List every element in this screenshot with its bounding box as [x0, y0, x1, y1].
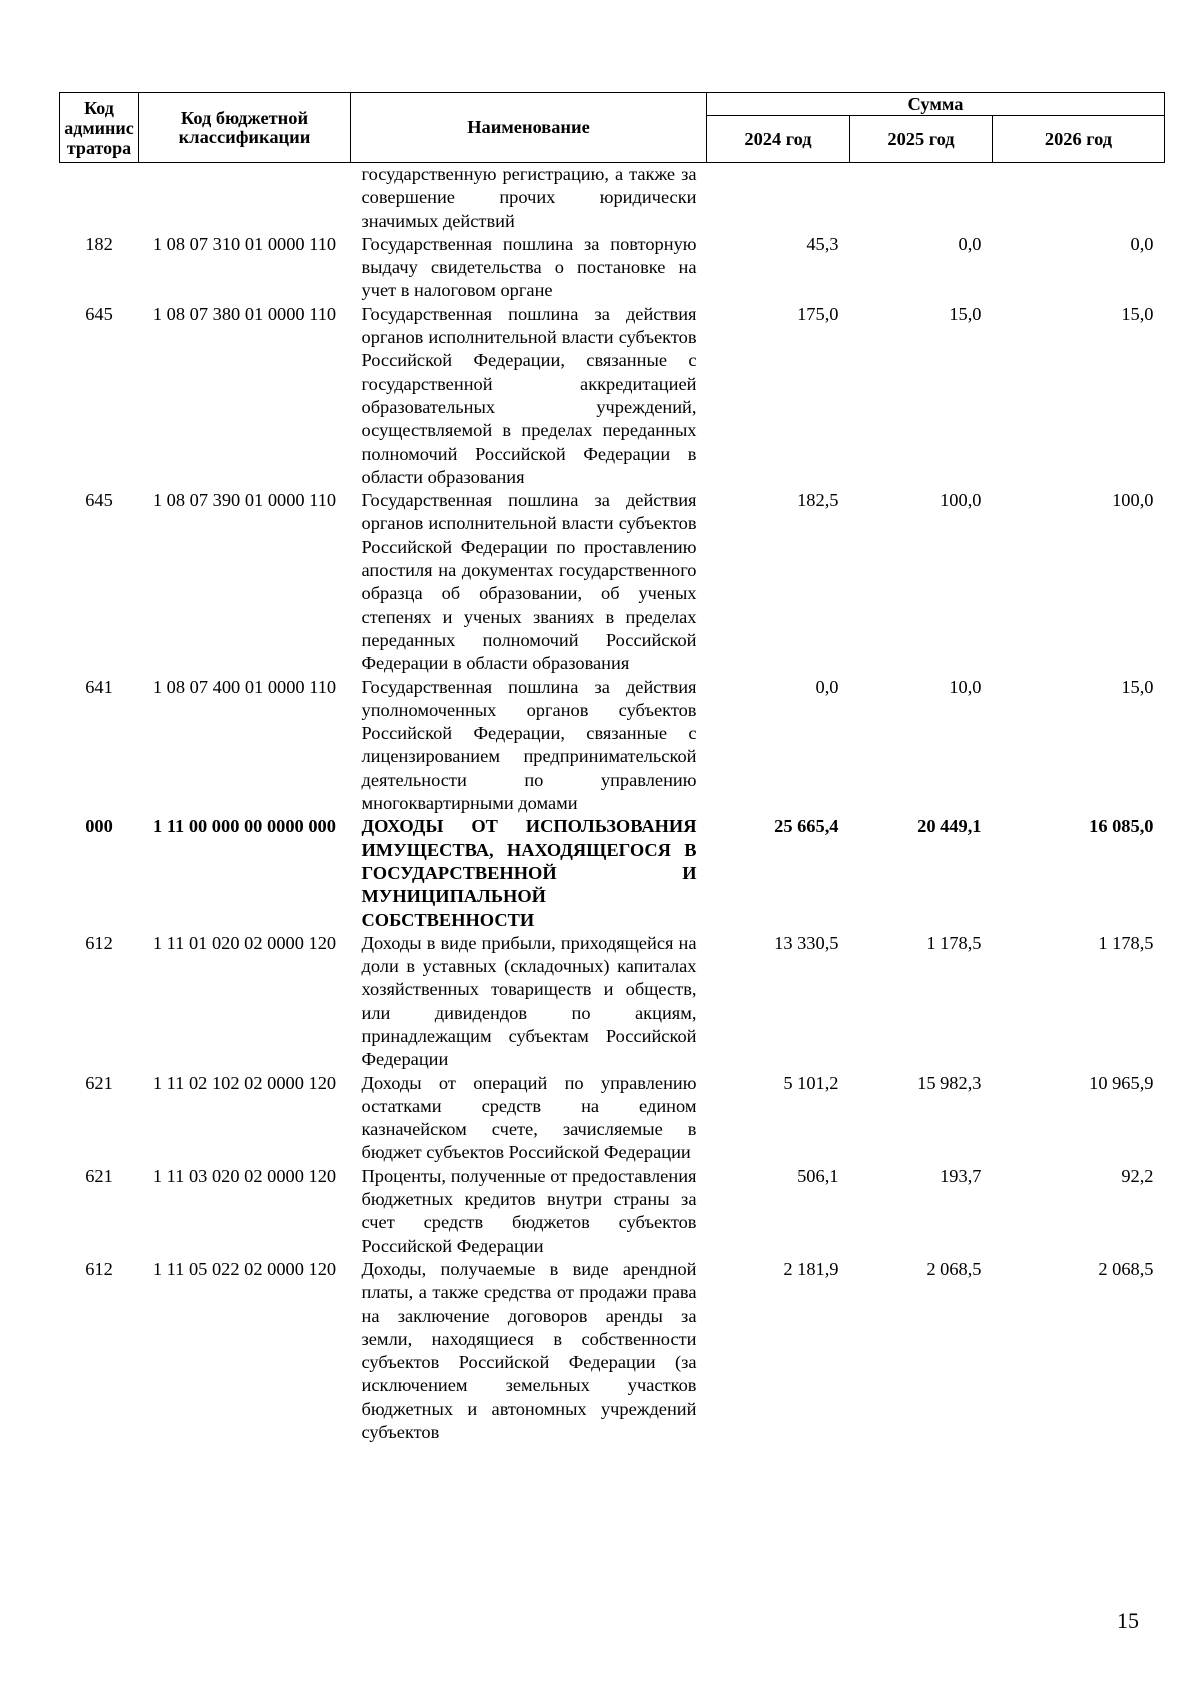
name-cell: Государственная пошлина за повторную выдачу свидетельства о постановке на учет в налоговом органе: [361, 233, 697, 301]
budget-code-cell: 1 08 07 390 01 0000 110: [152, 490, 337, 511]
amount-2026-cell: [993, 163, 1165, 233]
amount-2026-cell: 92,2: [1121, 1165, 1154, 1186]
amount-2026-cell: 0,0: [1130, 233, 1154, 254]
amount-2024-cell: 5 101,2: [783, 1072, 839, 1093]
name-cell: Доходы, получаемые в виде арендной платы, а также средства от продажи права на заключение договоров аренды за земли, находящиеся в собственности субъектов Российской Федерации (за исключением земельных участков бюджетных и автономных учреждений субъектов: [361, 1258, 697, 1443]
table-row: [60, 815, 1165, 931]
table-row: [60, 303, 1165, 489]
table-row: [60, 1072, 1165, 1165]
table-row: [60, 489, 1165, 675]
budget-code-cell: [139, 163, 351, 233]
table-row: [60, 1258, 1165, 1444]
name-cell: Доходы от операций по управлению остатками средств на едином казначейском счете, зачисляемые в бюджет субъектов Российской Федерации: [361, 1072, 697, 1163]
amount-2024-cell: 182,5: [797, 490, 839, 511]
admin-code-cell: 645: [85, 490, 113, 511]
revenue-table-page: [59, 92, 1164, 1444]
admin-code-cell: [60, 163, 139, 233]
amount-2025-cell: [850, 163, 993, 233]
amount-2025-cell: 0,0: [958, 233, 982, 254]
amount-2025-cell: 2 068,5: [926, 1258, 982, 1279]
table-row: [60, 676, 1165, 816]
budget-code-cell: 1 11 05 022 02 0000 120: [152, 1258, 337, 1279]
budget-code-cell: 1 11 00 000 00 0000 000: [153, 816, 336, 837]
name-cell: Государственная пошлина за действия органов исполнительной власти субъектов Российской Федерации по проставлению апостиля на документах государственного образца об образовании, об ученых степенях и ученых званиях в пределах переданных полномочий Российской Федерации в области образования: [361, 490, 697, 674]
budget-code-cell: 1 08 07 400 01 0000 110: [152, 676, 337, 697]
admin-code-cell: 000: [85, 816, 113, 837]
name-cell: Доходы в виде прибыли, приходящейся на доли в уставных (складочных) капиталах хозяйственных товариществ и обществ, или дивидендов по акциям, принадлежащим субъектам Российской Федерации: [361, 932, 697, 1070]
budget-code-cell: 1 08 07 380 01 0000 110: [152, 303, 337, 324]
amount-2025-cell: 15,0: [949, 303, 982, 324]
amount-2024-cell: 506,1: [797, 1165, 839, 1186]
name-cell: ДОХОДЫ ОТ ИСПОЛЬЗОВАНИЯ ИМУЩЕСТВА, НАХОДЯЩЕГОСЯ В ГОСУДАРСТВЕННОЙ И МУНИЦИПАЛЬНОЙ СОБСТВЕННОСТИ: [361, 816, 697, 930]
table-row: [60, 233, 1165, 303]
header-budget-classification-code: Код бюджетной классификации: [139, 93, 351, 163]
table-body: [60, 163, 1165, 1445]
admin-code-cell: 612: [85, 1258, 113, 1279]
header-admin-code: Код админис тратора: [60, 93, 139, 163]
budget-code-cell: 1 08 07 310 01 0000 110: [152, 233, 337, 254]
admin-code-cell: 621: [85, 1165, 113, 1186]
amount-2026-cell: 16 085,0: [1089, 816, 1154, 837]
table-row: [60, 163, 1165, 233]
name-cell: государственную регистрацию, а также за совершение прочих юридически значимых действий: [361, 164, 697, 231]
amount-2025-cell: 15 982,3: [917, 1072, 982, 1093]
revenue-table: [59, 92, 1165, 1444]
amount-2024-cell: 25 665,4: [774, 816, 839, 837]
name-cell: Государственная пошлина за действия органов исполнительной власти субъектов Российской Федерации, связанные с государственной аккредитацией образовательных учреждений, осуществляемой в пределах переданных полномочий Российской Федерации в области образования: [361, 303, 697, 487]
header-year-2026: 2026 год: [993, 116, 1165, 163]
amount-2024-cell: 0,0: [815, 676, 839, 697]
page-number: 15: [1117, 1608, 1139, 1633]
table-row: [60, 932, 1165, 1072]
amount-2026-cell: 2 068,5: [1098, 1258, 1154, 1279]
amount-2024-cell: 175,0: [797, 303, 839, 324]
header-year-2024: 2024 год: [707, 116, 850, 163]
amount-2024-cell: 13 330,5: [774, 932, 839, 953]
header-name: Наименование: [351, 93, 707, 163]
budget-code-cell: 1 11 03 020 02 0000 120: [152, 1165, 337, 1186]
admin-code-cell: 641: [85, 676, 113, 697]
admin-code-cell: 621: [85, 1072, 113, 1093]
amount-2026-cell: 15,0: [1121, 303, 1154, 324]
amount-2024-cell: 45,3: [806, 233, 839, 254]
admin-code-cell: 645: [85, 303, 113, 324]
budget-code-cell: 1 11 01 020 02 0000 120: [152, 932, 337, 953]
amount-2026-cell: 10 965,9: [1089, 1072, 1154, 1093]
name-cell: Проценты, полученные от предоставления бюджетных кредитов внутри страны за счет средств бюджетов субъектов Российской Федерации: [361, 1165, 697, 1256]
name-cell: Государственная пошлина за действия уполномоченных органов субъектов Российской Федерации, связанные с лицензированием предпринимательской деятельности по управлению многоквартирными домами: [361, 676, 697, 814]
amount-2025-cell: 20 449,1: [917, 816, 982, 837]
header-year-2025: 2025 год: [850, 116, 993, 163]
admin-code-cell: 182: [85, 233, 113, 254]
table-row: [60, 1165, 1165, 1258]
admin-code-cell: 612: [85, 932, 113, 953]
amount-2026-cell: 100,0: [1112, 490, 1154, 511]
amount-2024-cell: 2 181,9: [783, 1258, 839, 1279]
amount-2024-cell: [707, 163, 850, 233]
amount-2026-cell: 1 178,5: [1098, 932, 1154, 953]
amount-2025-cell: 100,0: [940, 490, 982, 511]
amount-2025-cell: 1 178,5: [926, 932, 982, 953]
amount-2025-cell: 193,7: [940, 1165, 982, 1186]
header-sum: Сумма: [707, 93, 1165, 116]
amount-2025-cell: 10,0: [949, 676, 982, 697]
amount-2026-cell: 15,0: [1121, 676, 1154, 697]
budget-code-cell: 1 11 02 102 02 0000 120: [152, 1072, 337, 1093]
